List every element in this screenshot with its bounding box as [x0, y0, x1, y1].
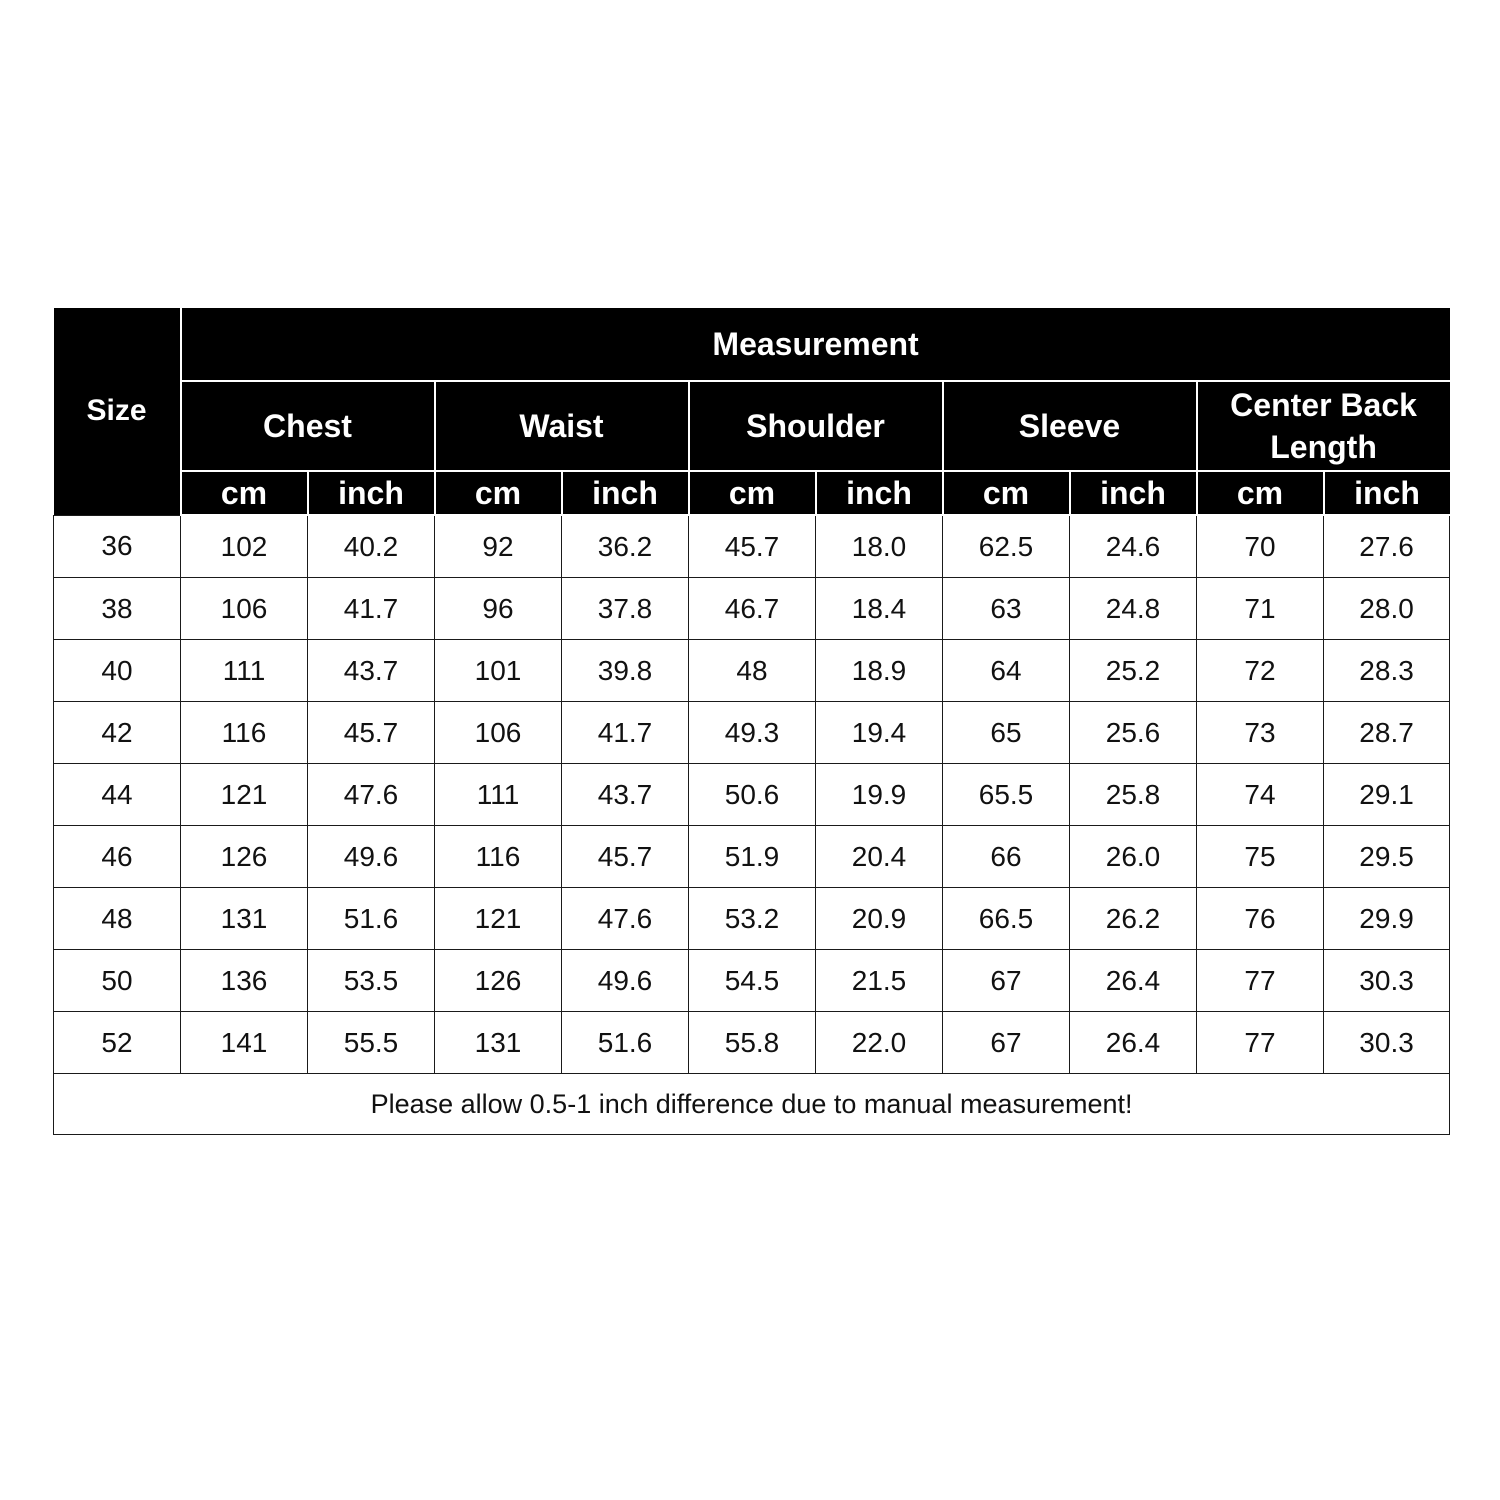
- measurement-cell: 65: [943, 702, 1070, 764]
- measurement-cell: 24.6: [1070, 515, 1197, 578]
- measurement-cell: 20.9: [816, 888, 943, 950]
- measurement-cell: 131: [181, 888, 308, 950]
- note-row: [54, 1074, 1450, 1135]
- measurement-cell: 30.3: [1324, 1012, 1450, 1074]
- table-row: [54, 578, 1450, 640]
- measurement-cell: 18.4: [816, 578, 943, 640]
- measurement-cell: 121: [435, 888, 562, 950]
- measurement-cell: 102: [181, 515, 308, 578]
- unit-header: cm: [181, 471, 308, 515]
- table-row: [54, 515, 1450, 578]
- measurement-cell: 29.9: [1324, 888, 1450, 950]
- measurement-cell: 46.7: [689, 578, 816, 640]
- measurement-cell: 53.5: [308, 950, 435, 1012]
- unit-header: cm: [943, 471, 1070, 515]
- measurement-cell: 45.7: [689, 515, 816, 578]
- measurement-cell: 76: [1197, 888, 1324, 950]
- measurement-cell: 66: [943, 826, 1070, 888]
- measurement-cell: 43.7: [562, 764, 689, 826]
- measurement-cell: 106: [435, 702, 562, 764]
- table-header: [54, 308, 1450, 515]
- measurement-cell: 21.5: [816, 950, 943, 1012]
- size-header: Size: [54, 308, 181, 515]
- measurement-cell: 24.8: [1070, 578, 1197, 640]
- measurement-cell: 75: [1197, 826, 1324, 888]
- unit-header: cm: [435, 471, 562, 515]
- size-cell: 42: [54, 702, 181, 764]
- size-chart-table: [53, 308, 1450, 1135]
- measurement-cell: 27.6: [1324, 515, 1450, 578]
- measurement-cell: 45.7: [562, 826, 689, 888]
- measurement-cell: 116: [435, 826, 562, 888]
- table-row: [54, 950, 1450, 1012]
- measurement-cell: 25.8: [1070, 764, 1197, 826]
- measurement-cell: 106: [181, 578, 308, 640]
- measurement-cell: 136: [181, 950, 308, 1012]
- measurement-cell: 29.1: [1324, 764, 1450, 826]
- table-row: [54, 1012, 1450, 1074]
- measurement-cell: 53.2: [689, 888, 816, 950]
- measurement-cell: 41.7: [308, 578, 435, 640]
- group-header-chest: Chest: [181, 381, 435, 471]
- measurement-cell: 22.0: [816, 1012, 943, 1074]
- measurement-cell: 55.8: [689, 1012, 816, 1074]
- measurement-cell: 50.6: [689, 764, 816, 826]
- measurement-cell: 92: [435, 515, 562, 578]
- measurement-cell: 25.6: [1070, 702, 1197, 764]
- measurement-cell: 72: [1197, 640, 1324, 702]
- measurement-cell: 74: [1197, 764, 1324, 826]
- measurement-cell: 126: [435, 950, 562, 1012]
- group-header-shoulder: Shoulder: [689, 381, 943, 471]
- measurement-cell: 73: [1197, 702, 1324, 764]
- table-row: [54, 764, 1450, 826]
- measurement-cell: 29.5: [1324, 826, 1450, 888]
- measurement-cell: 28.0: [1324, 578, 1450, 640]
- measurement-cell: 47.6: [308, 764, 435, 826]
- measurement-cell: 51.9: [689, 826, 816, 888]
- measurement-cell: 96: [435, 578, 562, 640]
- measurement-cell: 51.6: [562, 1012, 689, 1074]
- measurement-cell: 45.7: [308, 702, 435, 764]
- measurement-cell: 55.5: [308, 1012, 435, 1074]
- size-cell: 50: [54, 950, 181, 1012]
- measurement-cell: 49.3: [689, 702, 816, 764]
- size-cell: 38: [54, 578, 181, 640]
- size-cell: 40: [54, 640, 181, 702]
- measurement-cell: 54.5: [689, 950, 816, 1012]
- group-header-center-back-length: Center Back Length: [1197, 381, 1450, 471]
- measurement-cell: 18.9: [816, 640, 943, 702]
- measurement-cell: 48: [689, 640, 816, 702]
- measurement-note: Please allow 0.5-1 inch difference due to manual measurement!: [54, 1074, 1450, 1135]
- measurement-cell: 111: [435, 764, 562, 826]
- size-cell: 46: [54, 826, 181, 888]
- measurement-cell: 65.5: [943, 764, 1070, 826]
- table-row: [54, 826, 1450, 888]
- table-row: [54, 640, 1450, 702]
- table-body: [54, 515, 1450, 1135]
- measurement-cell: 77: [1197, 1012, 1324, 1074]
- size-cell: 52: [54, 1012, 181, 1074]
- measurement-cell: 51.6: [308, 888, 435, 950]
- unit-header: cm: [689, 471, 816, 515]
- measurement-cell: 70: [1197, 515, 1324, 578]
- measurement-cell: 40.2: [308, 515, 435, 578]
- unit-header: inch: [1070, 471, 1197, 515]
- measurement-cell: 49.6: [562, 950, 689, 1012]
- unit-header: inch: [562, 471, 689, 515]
- unit-header: inch: [308, 471, 435, 515]
- measurement-cell: 101: [435, 640, 562, 702]
- measurement-cell: 20.4: [816, 826, 943, 888]
- group-header-waist: Waist: [435, 381, 689, 471]
- measurement-cell: 39.8: [562, 640, 689, 702]
- measurement-cell: 26.2: [1070, 888, 1197, 950]
- size-cell: 36: [54, 515, 181, 578]
- size-cell: 48: [54, 888, 181, 950]
- unit-header: cm: [1197, 471, 1324, 515]
- measurement-cell: 26.4: [1070, 1012, 1197, 1074]
- measurement-cell: 126: [181, 826, 308, 888]
- measurement-cell: 131: [435, 1012, 562, 1074]
- measurement-cell: 28.3: [1324, 640, 1450, 702]
- measurement-cell: 67: [943, 1012, 1070, 1074]
- unit-header: inch: [816, 471, 943, 515]
- measurement-cell: 41.7: [562, 702, 689, 764]
- measurement-cell: 37.8: [562, 578, 689, 640]
- table-row: [54, 702, 1450, 764]
- measurement-cell: 77: [1197, 950, 1324, 1012]
- measurement-cell: 67: [943, 950, 1070, 1012]
- measurement-cell: 63: [943, 578, 1070, 640]
- measurement-cell: 121: [181, 764, 308, 826]
- measurement-header: Measurement: [181, 308, 1450, 381]
- measurement-cell: 111: [181, 640, 308, 702]
- measurement-cell: 18.0: [816, 515, 943, 578]
- measurement-cell: 47.6: [562, 888, 689, 950]
- measurement-cell: 64: [943, 640, 1070, 702]
- measurement-cell: 26.0: [1070, 826, 1197, 888]
- measurement-cell: 19.4: [816, 702, 943, 764]
- measurement-cell: 26.4: [1070, 950, 1197, 1012]
- measurement-cell: 28.7: [1324, 702, 1450, 764]
- measurement-cell: 66.5: [943, 888, 1070, 950]
- measurement-cell: 116: [181, 702, 308, 764]
- measurement-cell: 71: [1197, 578, 1324, 640]
- group-header-sleeve: Sleeve: [943, 381, 1197, 471]
- table-row: [54, 888, 1450, 950]
- measurement-cell: 43.7: [308, 640, 435, 702]
- measurement-cell: 49.6: [308, 826, 435, 888]
- measurement-cell: 36.2: [562, 515, 689, 578]
- measurement-cell: 25.2: [1070, 640, 1197, 702]
- measurement-cell: 62.5: [943, 515, 1070, 578]
- size-cell: 44: [54, 764, 181, 826]
- measurement-cell: 19.9: [816, 764, 943, 826]
- measurement-cell: 141: [181, 1012, 308, 1074]
- measurement-cell: 30.3: [1324, 950, 1450, 1012]
- unit-header: inch: [1324, 471, 1450, 515]
